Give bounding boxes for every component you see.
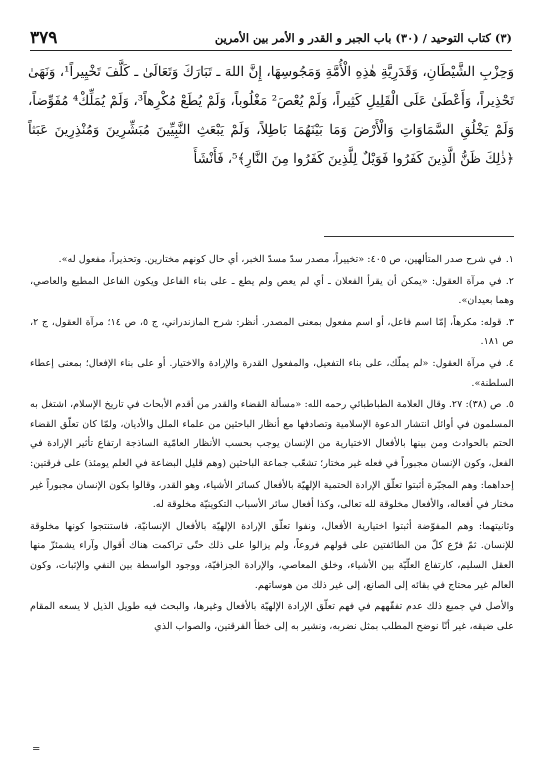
- main-text: وَحِزْبِ الشَّيْطَانِ، وَقَدَرِيَّةِ هٰذِهِ الْأُمَّةِ وَمَجُوسِهَا، إِنَّ اللهَ ـ تَبَارَكَ وَتَعَالَىٰ ـ كَلَّفَ تَخْيِيراً¹، وَنَهَىٰ تَحْذِيراً، وَأَعْطَىٰ عَلَى الْقَلِيلِ كَثِيراً، وَلَمْ يُعْصَ² مَغْلُوباً، وَلَمْ يُطَعْ مُكْرِهاً³، وَلَمْ يُمَلِّكْ⁴ مُفَوِّضاً، وَلَمْ يَخْلُقِ السَّمَاوَاتِ وَالْأَرْضَ وَمَا بَيْنَهُمَا بَاطِلاً، وَلَمْ يَبْعَثِ النَّبِيِّينَ مُبَشِّرِينَ وَمُنْذِرِينَ عَبَثاً ﴿ذٰلِكَ ظَنُّ الَّذِينَ كَفَرُوا فَوَيْلٌ لِلَّذِينَ كَفَرُوا مِنَ النَّارِ﴾⁵، فَأَنْشَأَ: [28, 65, 514, 167]
- footnote-5: [30, 395, 514, 473]
- footnote-number: ٤.: [505, 357, 514, 369]
- footnote-separator: [324, 236, 514, 237]
- footnote-text: في مرآة العقول: «يمكن أن يقرأ الفعلان ـ أي لم يعص ولم يطع ـ على بناء الفاعل ويكون الفاعل المطيع والعاصي، وهما بعيدان».: [30, 275, 514, 307]
- footnote-text: قوله: مكرهاً، إمّا اسم فاعل، أو اسم مفعول بمعنى المصدر. أنظر: شرح المازندراني، ج ٥، ص ١٤؛ مرآة العقول، ج ٢، ص ١٨١.: [30, 316, 514, 348]
- main-text-block: [28, 58, 514, 174]
- footnote-3: [30, 313, 514, 352]
- footnote-text: في مرآة العقول: «لم يملّك، على بناء التفعيل، والمفعول القدرة والإرادة والاختيار. أو على بناء الإفعال؛ بمعنى إعطاء السلطنة».: [30, 357, 514, 389]
- page-number: ٣٧٩: [30, 28, 58, 48]
- footnote-text: في شرح صدر المتألهين، ص ٤٠٥: «تخييراً، مصدر سدّ مسدّ الخبر، أي حال كونهم مختارين. وتحذيراً، مفعول له».: [58, 254, 502, 265]
- footnote-paragraph: إحداهما: وهم المجبّرة أثبتوا تعلّق الإرادة الحتمية الإلهيّة بالأفعال كسائر الأشياء، وهو القدر، وقالوا بكون الإنسان مجبوراً غير مختار في أفعاله، والأفعال مخلوقة لله تعالى، وكذا أفعال سائر الأسباب التكوينيّة مخلوقة له.: [30, 479, 514, 511]
- footnote-1: [30, 250, 514, 270]
- footnote-text: ص (٣٨): ٢٧. وقال العلامة الطباطبائي رحمه الله: «مسألة القضاء والقدر من أقدم الأبحاث في تاريخ الإسلام، اشتغل به المسلمون في أوائل انتشار الدعوة الإسلامية وتصادفها مع أنظار الباحثين من علماء الملل والأديان، ولمّا كان تعلّق القضاء الحتم بالحوادث ومن بينها بالأفعال الاختيارية من الإنسان يوجب بحسب الأنظار العامّية الساذجة ارتفاع تأثير الإرادة في الفعل، وكون الإنسان مجبوراً في فعله غير مختار؛ تشعّب جماعة الباحثين (وهم قليل البضاعة في العلم يومئذ) على فرقتين:: [30, 399, 514, 469]
- footnote-paragraph: والأصل في جميع ذلك عدم تفقّههم في فهم تعلّق الإرادة الإلهيّة بالأفعال وغيرها، والبحث فيه طويل الذيل لا يسعه المقام على ضيقه، غير أنّا نوضح المطلب بمثل نضربه، ونشير به إلى خطأ الفرقتين، والصواب الذي: [30, 601, 514, 632]
- footnote-2: [30, 272, 514, 311]
- running-title: (٣) كتاب التوحيد / (٣٠) باب الجبر و القدر و الأمر بين الأمرين: [214, 31, 512, 45]
- footnotes-block: [30, 250, 514, 638]
- continuation-mark: =: [32, 744, 41, 755]
- footnote-4: [30, 354, 514, 393]
- footnote-paragraph: وثانيتهما: وهم المفوّضة أثبتوا اختيارية الأفعال، ونفوا تعلّق الإرادة الإلهيّة بالأفعال الإنسانيّة، فاستنتجوا كونها مخلوقة للإنسان. ثمّ فرّع كلّ من الطائفتين على قولهم فروعاً، ولم يزالوا على ذلك حتّى تراكمت هناك أقوال وآراء يشمئزّ منها العقل السليم، كارتفاع العلّيّة بين الأشياء، وخلق المعاصي، والإرادة الجزافيّة، ووجود الواسطة بين النفي والإثبات، وكون العالم غير محتاج في بقائه إلى الصانع، إلى غير ذلك من هوساتهم.: [30, 520, 514, 591]
- footnote-number: ١.: [505, 254, 514, 265]
- footnote-number: ٣.: [505, 316, 514, 328]
- footnote-number: ٥.: [505, 399, 514, 411]
- footnote-number: ٢.: [505, 275, 514, 287]
- page-header: [30, 26, 512, 51]
